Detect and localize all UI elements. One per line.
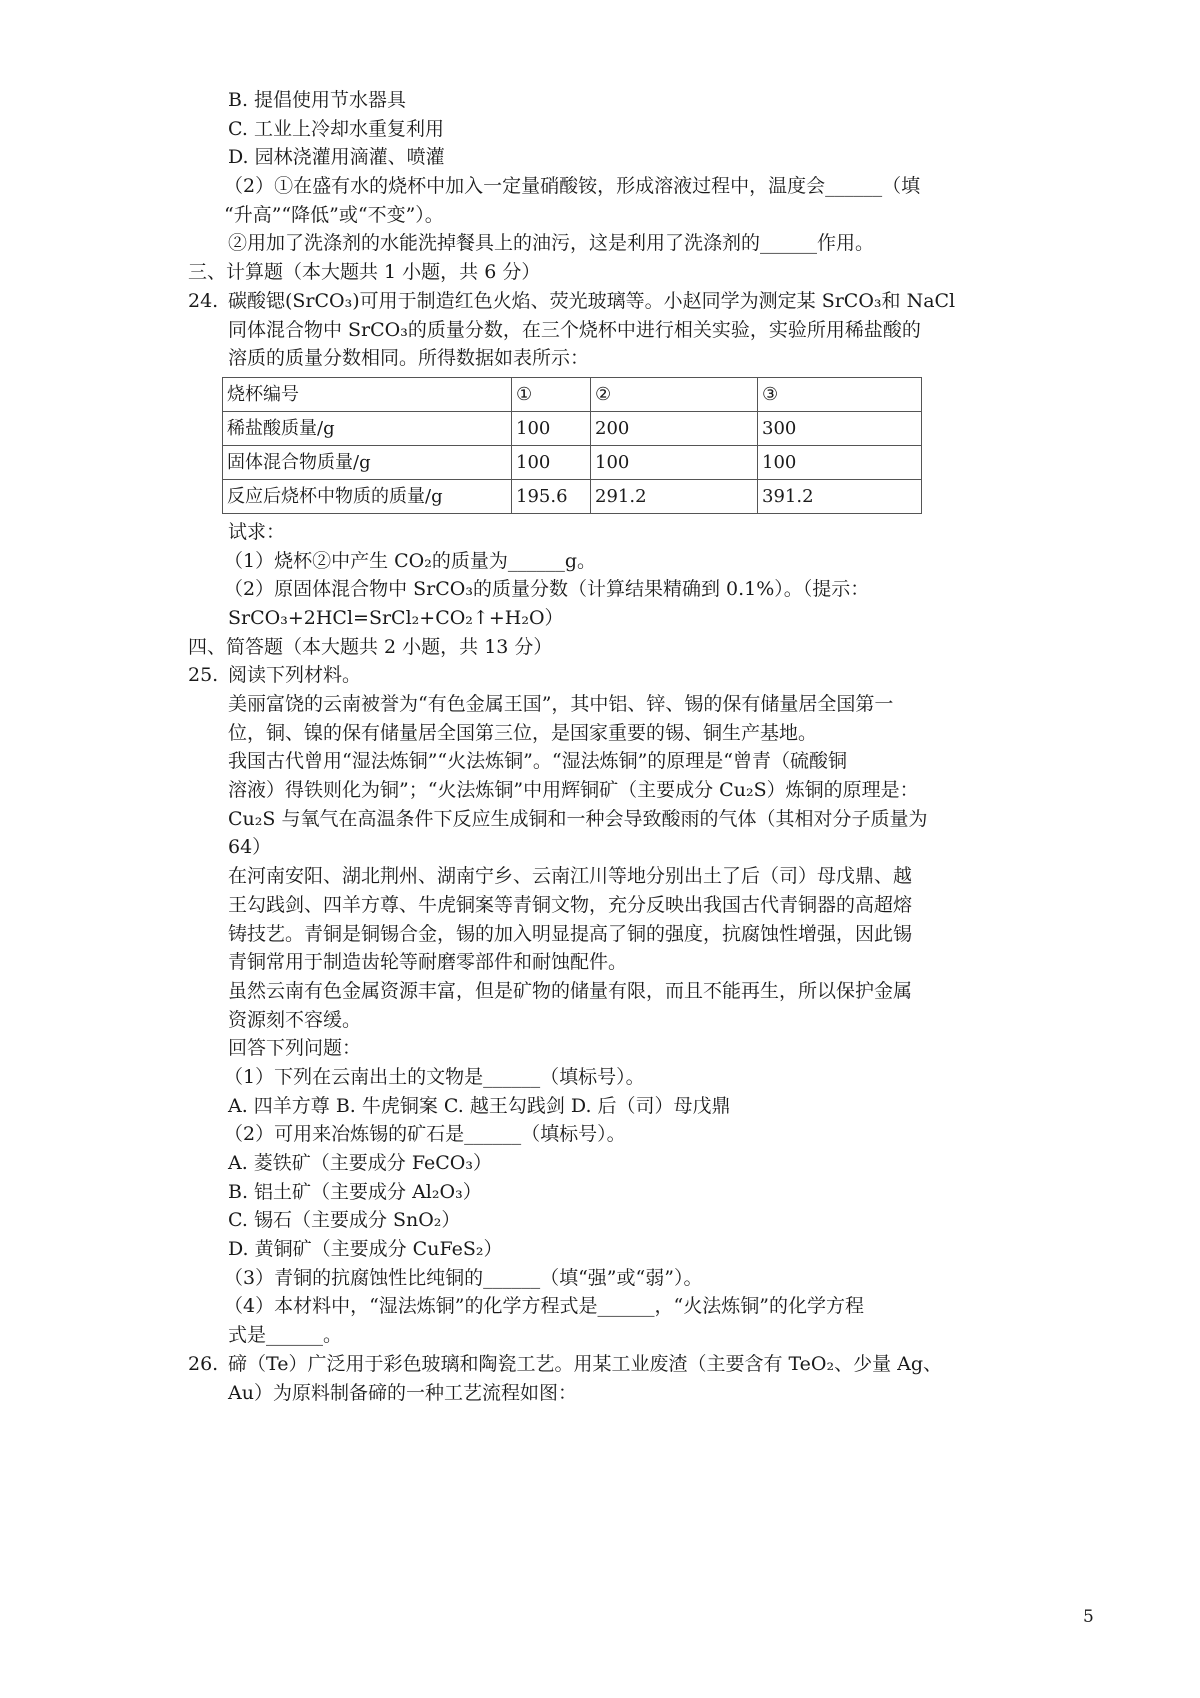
table-cell: 烧杯编号 bbox=[223, 377, 512, 411]
section-3-title: 三、计算题（本大题共 1 小题，共 6 分） bbox=[188, 261, 541, 284]
option-c: C. 工业上冷却水重复利用 bbox=[228, 117, 444, 140]
answer-option: B. 铝土矿（主要成分 Al₂O₃） bbox=[228, 1180, 482, 1203]
table-row bbox=[223, 411, 922, 445]
table-cell: ② bbox=[591, 377, 758, 411]
option-b: B. 提倡使用节水器具 bbox=[228, 89, 407, 111]
answer-options: A. 四羊方尊 B. 牛虎铜案 C. 越王勾践剑 D. 后（司）母戊鼎 bbox=[228, 1094, 731, 1117]
table-cell: 300 bbox=[758, 411, 922, 445]
table-cell: ③ bbox=[758, 377, 922, 411]
answer-option: A. 菱铁矿（主要成分 FeCO₃） bbox=[228, 1152, 492, 1174]
table-cell: 稀盐酸质量/g bbox=[223, 411, 512, 445]
question-number: 26. bbox=[188, 1352, 219, 1375]
question-26-text: 碲（Te）广泛用于彩色玻璃和陶瓷工艺。用某工业废渣（主要含有 TeO₂、少量 Ag、 bbox=[228, 1352, 943, 1375]
table-cell: 195.6 bbox=[512, 479, 591, 513]
sub-question: （2）可用来冶炼锡的矿石是______（填标号）。 bbox=[224, 1123, 626, 1146]
question-24-part1: （1）烧杯②中产生 CO₂的质量为______g。 bbox=[224, 549, 597, 572]
table-cell: ① bbox=[512, 377, 591, 411]
page-content bbox=[188, 86, 956, 1407]
table-row bbox=[223, 445, 922, 479]
passage-line: 铸技艺。青铜是铜锡合金，锡的加入明显提高了铜的强度，抗腐蚀性增强，因此锡 bbox=[228, 922, 913, 945]
sub-question-2-part2: ②用加了洗涤剂的水能洗掉餐具上的油污，这是利用了洗涤剂的______作用。 bbox=[228, 232, 875, 255]
chemical-equation: SrCO₃+2HCl=SrCl₂+CO₂↑+H₂O） bbox=[228, 606, 564, 629]
question-24-prompt: 试求： bbox=[228, 520, 286, 543]
table-cell: 反应后烧杯中物质的质量/g bbox=[223, 479, 512, 513]
table-cell: 100 bbox=[512, 445, 591, 479]
data-table bbox=[222, 377, 922, 514]
sub-question: （3）青铜的抗腐蚀性比纯铜的______（填“强”或“弱”）。 bbox=[224, 1266, 703, 1289]
table-cell: 391.2 bbox=[758, 479, 922, 513]
question-24-text: 碳酸锶(SrCO₃)可用于制造红色火焰、荧光玻璃等。小赵同学为测定某 SrCO₃和 NaCl bbox=[228, 289, 956, 312]
question-25-text: 阅读下列材料。 bbox=[228, 664, 362, 687]
question-number: 24. bbox=[188, 289, 219, 312]
question-26-text: Au）为原料制备碲的一种工艺流程如图： bbox=[228, 1381, 577, 1404]
question-24-text: 同体混合物中 SrCO₃的质量分数，在三个烧杯中进行相关实验，实验所用稀盐酸的 bbox=[228, 318, 921, 341]
table-row bbox=[223, 377, 922, 411]
sub-question-2: （2）①在盛有水的烧杯中加入一定量硝酸铵，形成溶液过程中，温度会______（填 bbox=[224, 175, 921, 198]
passage-line: 资源刻不容缓。 bbox=[228, 1008, 362, 1031]
passage-line: 回答下列问题： bbox=[228, 1037, 362, 1060]
answer-option: C. 锡石（主要成分 SnO₂） bbox=[228, 1209, 461, 1232]
page-number: 5 bbox=[1083, 1607, 1094, 1627]
table-cell: 100 bbox=[591, 445, 758, 479]
passage-line: 虽然云南有色金属资源丰富，但是矿物的储量有限，而且不能再生，所以保护金属 bbox=[228, 979, 913, 1002]
passage-line: Cu₂S 与氧气在高温条件下反应生成铜和一种会导致酸雨的气体（其相对分子质量为 bbox=[228, 807, 928, 830]
question-number: 25. bbox=[188, 664, 219, 687]
passage-line: 青铜常用于制造齿轮等耐磨零部件和耐蚀配件。 bbox=[228, 951, 628, 974]
passage-line: 在河南安阳、湖北荆州、湖南宁乡、云南江川等地分别出土了后（司）母戊鼎、越 bbox=[228, 865, 913, 888]
table-row bbox=[223, 479, 922, 513]
passage-line: 位，铜、镍的保有储量居全国第三位，是国家重要的锡、铜生产基地。 bbox=[228, 721, 818, 744]
table-cell: 100 bbox=[758, 445, 922, 479]
table-cell: 200 bbox=[591, 411, 758, 445]
sub-question-2-cont: “升高”“降低”或“不变”）。 bbox=[224, 203, 444, 226]
answer-option: D. 黄铜矿（主要成分 CuFeS₂） bbox=[228, 1238, 503, 1261]
passage-line: 溶液）得铁则化为铜”；“火法炼铜”中用辉铜矿（主要成分 Cu₂S）炼铜的原理是： bbox=[228, 779, 919, 802]
table-cell: 固体混合物质量/g bbox=[223, 445, 512, 479]
option-d: D. 园林浇灌用滴灌、喷灌 bbox=[228, 146, 445, 169]
table-cell: 100 bbox=[512, 411, 591, 445]
passage-line: 美丽富饶的云南被誉为“有色金属王国”，其中铝、锌、锡的保有储量居全国第一 bbox=[228, 693, 894, 715]
sub-question-cont: 式是______。 bbox=[228, 1324, 343, 1347]
question-24-part2: （2）原固体混合物中 SrCO₃的质量分数（计算结果精确到 0.1%）。（提示： bbox=[224, 578, 870, 601]
sub-question: （4）本材料中，“湿法炼铜”的化学方程式是______，“火法炼铜”的化学方程 bbox=[224, 1295, 864, 1318]
sub-question: （1）下列在云南出土的文物是______（填标号）。 bbox=[224, 1065, 645, 1088]
section-4-title: 四、简答题（本大题共 2 小题，共 13 分） bbox=[188, 635, 553, 658]
passage-line: 王勾践剑、四羊方尊、牛虎铜案等青铜文物，充分反映出我国古代青铜器的高超熔 bbox=[228, 893, 913, 916]
question-24-text: 溶质的质量分数相同。所得数据如表所示： bbox=[228, 347, 590, 370]
table-cell: 291.2 bbox=[591, 479, 758, 513]
passage-line: 我国古代曾用“湿法炼铜”“火法炼铜”。“湿法炼铜”的原理是“曾青（硫酸铜 bbox=[228, 750, 847, 773]
passage-line: 64） bbox=[228, 836, 272, 859]
